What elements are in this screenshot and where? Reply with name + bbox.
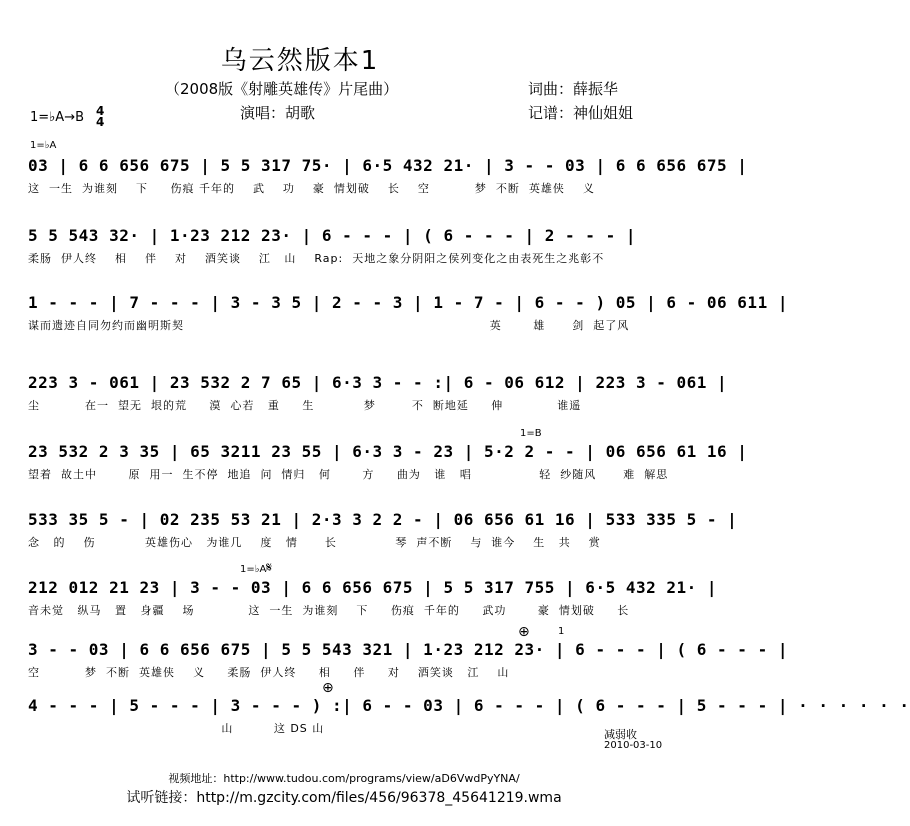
ending-direction: 减弱收 [604, 728, 637, 741]
segno-icon: 𝄋 [266, 560, 273, 576]
listen-link[interactable]: 试听链接：http://m.gzcity.com/files/456/96378_45641219.wma [126, 790, 562, 806]
score-row [28, 156, 748, 196]
lyrics-line: 空 梦 不断 英雄侠 义 柔肠 伊人终 相 伴 对 酒笑谈 江 山 [28, 666, 510, 679]
lyrics-line: 谋而遗迹自同勿约而幽明斯契 英 雄 剑 起了风 [28, 319, 630, 332]
transcription-date: 2010-03-10 [604, 740, 663, 751]
coda-icon: ⊕ [518, 624, 530, 640]
song-title: 乌云然版本1 [220, 46, 380, 76]
notation-line: 5 5 543 32· | 1·23 212 23· | 6 - - - | ( 6 - - - | 2 - - - | [28, 226, 636, 245]
notation-line: 223 3 - 061 | 23 532 2 7 65 | 6·3 3 - - :| 6 - 06 612 | 223 3 - 061 | [28, 373, 728, 392]
score-row [28, 696, 910, 736]
notation-line: 533 35 5 - | 02 235 53 21 | 2·3 3 2 2 - | 06 656 61 16 | 533 335 5 - | [28, 510, 738, 529]
notation-line: 3 - - 03 | 6 6 656 675 | 5 5 543 321 | 1·23 212 23· | 6 - - - | ( 6 - - - | [28, 640, 788, 659]
transcriber-credit: 记谱：神仙姐姐 [528, 104, 634, 122]
lyrics-line: 这 一生 为谁刻 下 伤痕 千年的 武 功 豪 情划破 长 空 梦 不断 英雄侠 义 [28, 182, 595, 195]
score-row [28, 442, 748, 482]
lyrics-line: 柔肠 伊人终 相 伴 对 酒笑谈 江 山 Rap: 天地之象分阴阳之侯列变化之由表死生之兆彰不 [28, 252, 605, 265]
coda-icon: ⊕ [322, 680, 334, 696]
score-row [28, 510, 738, 550]
notation-line: 1 - - - | 7 - - - | 3 - 3 5 | 2 - - 3 | 1 - 7 - | 6 - - ) 05 | 6 - 06 611 | [28, 293, 788, 312]
volta-number: 1 [558, 626, 565, 637]
time-signature [96, 106, 104, 128]
notation-line: 23 532 2 3 35 | 65 3211 23 55 | 6·3 3 - 23 | 5·2 2 - - | 06 656 61 16 | [28, 442, 748, 461]
lyrics-line: 山 这 DS 山 [28, 722, 325, 735]
notation-line: 212 012 21 23 | 3 - - 03 | 6 6 656 675 | 5 5 317 755 | 6·5 432 21· | [28, 578, 718, 597]
notation-line: 03 | 6 6 656 675 | 5 5 317 75· | 6·5 432 21· | 3 - - 03 | 6 6 656 675 | [28, 156, 748, 175]
score-row [28, 226, 662, 266]
score-row [28, 293, 788, 333]
key-change-mark: 1=B [520, 428, 542, 439]
lyrics-line: 念 的 伤 英雄伤心 为谁几 度 情 长 琴 声不断 与 谁今 生 共 赏 [28, 536, 601, 549]
notation-line: 4 - - - | 5 - - - | 3 - - - ) :| 6 - - 03 | 6 - - - | ( 6 - - - | 5 - - - | · · · · · · [28, 696, 910, 715]
lyrics-line: 音未觉 纵马 置 身疆 场 这 一生 为谁刻 下 伤痕 千年的 武功 豪 情划破 长 [28, 604, 630, 617]
key-label: 1=♭A→B [30, 109, 84, 125]
key-mark: 1=♭A [30, 140, 57, 151]
score-row [28, 578, 718, 618]
lyrics-line: 尘 在一 望无 垠的荒 漠 心若 重 生 梦 不 断地延 伸 谁遥 [28, 399, 582, 412]
key-change-mark: 1=♭A [240, 564, 267, 575]
lyrics-line: 望着 故土中 原 用一 生不停 地追 问 情归 何 方 曲为 谁 唱 轻 纱随风 难 解思 [28, 468, 669, 481]
score-row [28, 373, 728, 413]
singer-credit: 演唱：胡歌 [240, 104, 316, 122]
lyricist-credit: 词曲：薛振华 [528, 80, 619, 98]
time-signature-top: 4 [96, 104, 105, 118]
song-subtitle: （2008版《射雕英雄传》片尾曲） [165, 80, 399, 98]
video-link[interactable]: 视频地址：http://www.tudou.com/programs/view/aD6VwdPyYNA/ [168, 772, 520, 785]
time-signature-bottom: 4 [96, 115, 105, 129]
key-signature [30, 106, 104, 128]
score-row [28, 640, 788, 680]
